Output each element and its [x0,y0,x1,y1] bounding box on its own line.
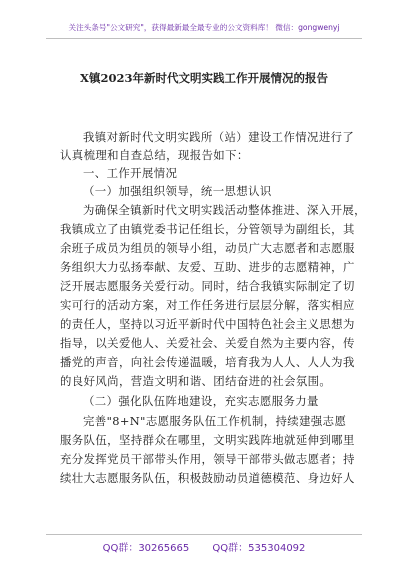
paragraph-line: 认真梳理和自查总结，现报告如下： [60,148,249,162]
document-title: X镇2023年新时代文明实践工作开展情况的报告 [80,71,328,85]
paragraph-line: 指导，以关爱他人、关爱社会、关爱自然为主要内容，传 [60,336,355,350]
paragraph-line: 我镇成立了由镇党委书记任组长，分管领导为副组长，其 [60,222,355,236]
paragraph-line: 播党的声音，向社会传递温暖，培育我为人人、人人为我 [60,355,355,369]
paragraph-line: 为确保全镇新时代文明实践活动整体推进、深入开展， [83,203,366,217]
header-banner: 关注头条号"公文研究"，获得最新最全最专业的公文资料库！ 微信：gongwenyj [68,23,340,32]
paragraph-line: 的责任人，坚持以习近平新时代中国特色社会主义思想为 [60,317,355,331]
paragraph-line: 泛开展志愿服务关爱行动。同时，结合我镇实际制定了切 [60,279,355,293]
subsection-heading: （一）加强组织领导，统一思想认识 [83,184,272,198]
paragraph-line: 的良好风尚，营造文明和谐、团结奋进的社会氛围。 [60,374,332,388]
footer-qq-group-2: QQ群：535304092 [212,543,306,554]
paragraph-line: 完善"8+N"志愿服务队伍工作机制，持续建强志愿 [83,414,347,428]
footer-qq-group-1: QQ群：30265665 [102,543,190,554]
subsection-heading: （二）强化队伍阵地建设，充实志愿服务力量 [83,394,319,408]
section-heading: 一、工作开展情况 [83,166,178,180]
paragraph-line: 余班子成员为组员的领导小组，动员广大志愿者和志愿服 [60,241,355,255]
paragraph-line: 充分发挥党员干部带头作用，领导干部带头做志愿者；持 [60,452,355,466]
footer-divider [46,534,362,535]
paragraph-line: 务组织大力弘扬奉献、友爱、互助、进步的志愿精神，广 [60,260,355,274]
paragraph-line: 续壮大志愿服务队伍，积极鼓励动员道德模范、身边好人 [60,471,355,485]
footer [0,539,408,554]
paragraph-line: 实可行的活动方案，对工作任务进行层层分解，落实相应 [60,298,355,312]
paragraph-line: 我镇对新时代文明实践所（站）建设工作情况进行了 [83,130,355,144]
paragraph-line: 服务队伍，坚持群众在哪里，文明实践阵地就延伸到哪里 [60,433,355,447]
header-divider [46,38,362,39]
